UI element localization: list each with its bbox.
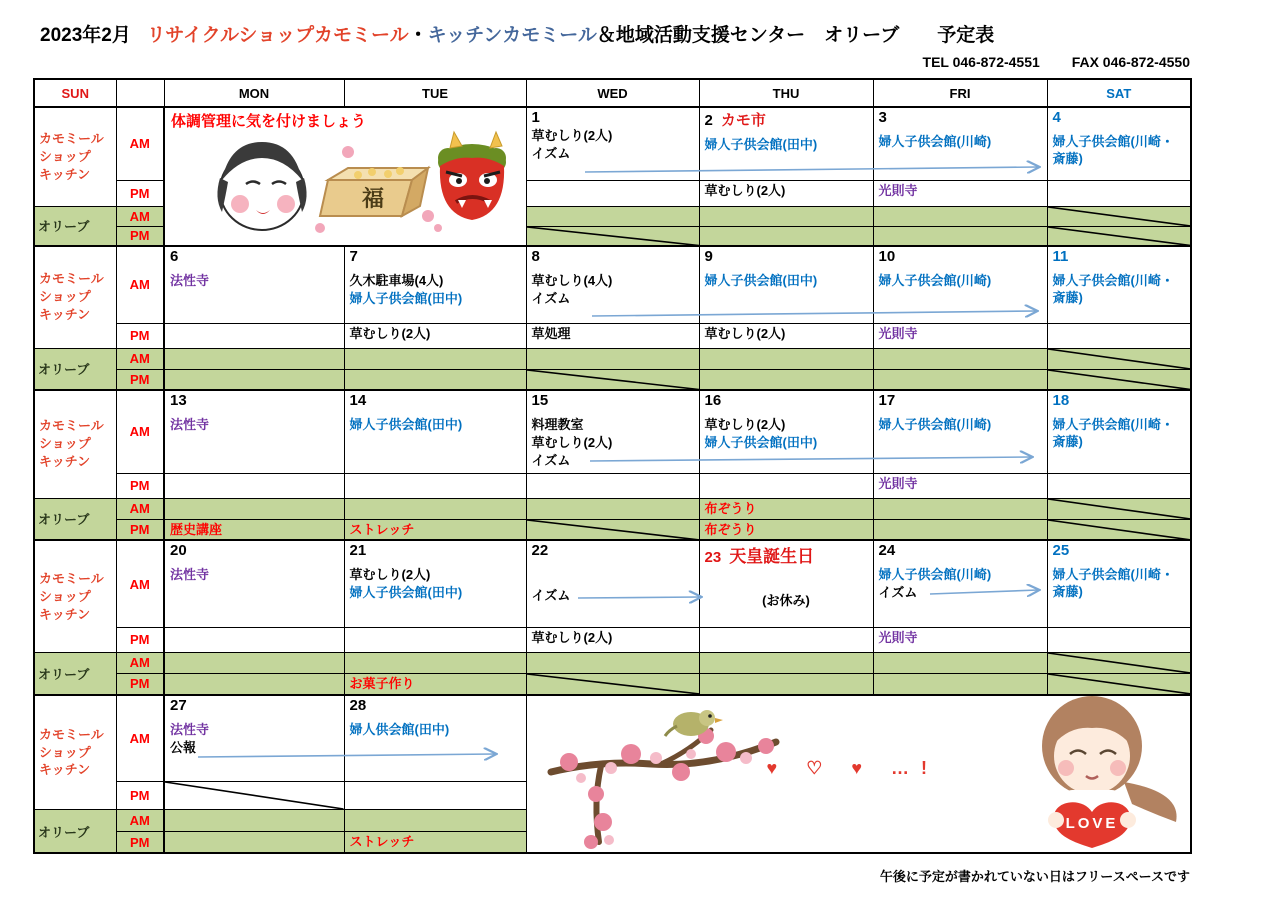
diagonal-strike <box>527 520 699 540</box>
dow-wed: WED <box>526 79 699 107</box>
group-label-olive: オリーブ <box>34 652 116 694</box>
cell-feb21-pm <box>344 627 526 652</box>
week4-olive-am-row <box>34 652 1191 673</box>
date-feb9: 9 <box>704 248 713 265</box>
title-month: 2023年2月 <box>40 25 131 46</box>
olive-feb8-pm <box>526 369 699 390</box>
cell-feb8-am: 8 草むしり(4人) イズム <box>526 246 699 323</box>
cell-feb10-am: 10 婦人子供会館(川崎) <box>873 246 1047 323</box>
title-shop-name: リサイクルショップカモミール <box>146 25 409 46</box>
cell-feb2-am: 2 カモ市 婦人子供会館(田中) <box>699 107 873 180</box>
diagonal-strike <box>1048 370 1191 390</box>
week5-illustration-cell <box>526 695 1191 853</box>
setsubun-illustration <box>200 128 510 240</box>
date-feb18: 18 <box>1052 392 1070 409</box>
health-note: 体調管理に気を付けましょう <box>171 113 367 130</box>
week2-pm-label: PM <box>116 323 164 348</box>
week3-olive-am-label: AM <box>116 498 164 519</box>
olive-feb10-am <box>873 348 1047 369</box>
week4-pm-row <box>34 627 1191 652</box>
week1-am-row <box>34 107 1191 180</box>
week3-olive-pm-label: PM <box>116 519 164 540</box>
emperor-birthday-note: 天皇誕生日 <box>729 547 815 567</box>
date-feb3: 3 <box>878 109 887 126</box>
cell-feb27-pm <box>164 782 344 810</box>
cell-feb18-pm <box>1047 473 1191 498</box>
cell-feb11-am: 11 婦人子供会館(川崎・斎藤) <box>1047 246 1191 323</box>
diagonal-strike <box>1048 499 1191 519</box>
schedule-table <box>33 78 1192 854</box>
cell-feb4-pm <box>1047 180 1191 206</box>
contact-line <box>33 54 1190 70</box>
dow-mon: MON <box>164 79 344 107</box>
week4-pm-label: PM <box>116 627 164 652</box>
date-feb8: 8 <box>531 248 540 265</box>
olive-feb8-am <box>526 348 699 369</box>
week5-olive-am-label: AM <box>116 810 164 832</box>
date-feb28: 28 <box>349 696 367 714</box>
week5-pm-label: PM <box>116 782 164 810</box>
olive-feb28-pm: ストレッチ <box>344 832 526 853</box>
olive-feb7-am <box>344 348 526 369</box>
footer-note: 午後に予定が書かれていない日はフリースペースです <box>879 869 1190 884</box>
holiday-closed-note: (お休み) <box>762 593 810 609</box>
cell-feb15-pm <box>526 473 699 498</box>
date-feb13: 13 <box>170 392 187 409</box>
cell-feb17-am: 17 婦人子供会館(川崎) <box>873 390 1047 473</box>
olive-feb16-pm: 布ぞうり <box>699 519 873 540</box>
group-label-chamomile: カモミール ショップ キッチン <box>34 695 116 810</box>
cell-feb22-am: 22 イズム <box>526 540 699 627</box>
fuku-kanji: 福 <box>362 186 385 211</box>
date-feb16: 16 <box>704 392 722 409</box>
cell-feb21-am: 21 草むしり(2人) 婦人子供会館(田中) <box>344 540 526 627</box>
group-label-olive: オリーブ <box>34 206 116 246</box>
olive-feb17-am <box>873 498 1047 519</box>
cell-feb25-am: 25 婦人子供会館(川崎・斎藤) <box>1047 540 1191 627</box>
dow-sun: SUN <box>34 79 116 107</box>
group-label-chamomile: カモミール ショップ キッチン <box>34 390 116 498</box>
plum-branch-bird-illustration <box>541 702 791 852</box>
cell-feb6-am: 6 法性寺 <box>164 246 344 323</box>
dow-sat: SAT <box>1047 79 1191 107</box>
date-feb4: 4 <box>1052 109 1061 126</box>
cell-feb20-pm <box>164 627 344 652</box>
cell-feb1-pm <box>526 180 699 206</box>
olive-feb2-pm <box>699 226 873 246</box>
olive-feb13-am <box>164 498 344 519</box>
week4-olive-pm-label: PM <box>116 673 164 694</box>
olive-feb6-pm <box>164 369 344 390</box>
week5-am-label: AM <box>116 695 164 782</box>
olive-feb14-pm: ストレッチ <box>344 519 526 540</box>
week2-olive-pm-label: PM <box>116 369 164 390</box>
date-feb24: 24 <box>878 542 896 560</box>
diagonal-strike <box>1048 653 1191 673</box>
love-text: LOVE <box>1065 815 1119 833</box>
week2-olive-am-row <box>34 348 1191 369</box>
cell-feb13-am: 13 法性寺 <box>164 390 344 473</box>
cell-feb16-pm <box>699 473 873 498</box>
girl-holding-love-heart-illustration <box>1004 695 1184 850</box>
olive-feb21-am <box>344 652 526 673</box>
week5-olive-pm-label: PM <box>116 832 164 853</box>
fax-number: FAX 046-872-4550 <box>1071 54 1190 70</box>
week3-olive-am-row <box>34 498 1191 519</box>
cell-feb13-pm <box>164 473 344 498</box>
date-feb11: 11 <box>1052 248 1069 265</box>
week3-am-label: AM <box>116 390 164 473</box>
olive-feb9-pm <box>699 369 873 390</box>
week4-olive-am-label: AM <box>116 652 164 673</box>
diagonal-strike <box>165 782 344 809</box>
diagonal-strike <box>1048 207 1191 226</box>
cell-feb22-pm: 草むしり(2人) <box>526 627 699 652</box>
diagonal-strike <box>1048 520 1191 540</box>
date-feb6: 6 <box>170 248 179 265</box>
group-label-chamomile: カモミール ショップ キッチン <box>34 246 116 348</box>
week3-pm-label: PM <box>116 473 164 498</box>
page-title <box>40 20 994 47</box>
week3-olive-pm-row <box>34 519 1191 540</box>
olive-feb1-am <box>526 206 699 226</box>
cell-feb9-pm: 草むしり(2人) <box>699 323 873 348</box>
olive-feb24-pm <box>873 673 1047 694</box>
group-label-chamomile: カモミール ショップ キッチン <box>34 540 116 652</box>
dow-thu: THU <box>699 79 873 107</box>
week2-am-label: AM <box>116 246 164 323</box>
tel-number: TEL 046-872-4551 <box>922 54 1040 70</box>
olive-feb15-am <box>526 498 699 519</box>
week2-olive-am-label: AM <box>116 348 164 369</box>
cell-feb7-am: 7 久木駐車場(4人) 婦人子供会館(田中) <box>344 246 526 323</box>
group-label-chamomile: カモミール ショップ キッチン <box>34 107 116 206</box>
olive-feb21-pm: お菓子作り <box>344 673 526 694</box>
week1-pm-label: PM <box>116 180 164 206</box>
cell-feb24-pm: 光則寺 <box>873 627 1047 652</box>
week4-am-label: AM <box>116 540 164 627</box>
olive-feb27-pm <box>164 832 344 853</box>
week1-olive-am-label: AM <box>116 206 164 226</box>
cell-feb17-pm: 光則寺 <box>873 473 1047 498</box>
week5-am-row <box>34 695 1191 782</box>
olive-feb18-pm <box>1047 519 1191 540</box>
olive-feb11-am <box>1047 348 1191 369</box>
cell-feb15-am: 15 料理教室 草むしり(2人) イズム <box>526 390 699 473</box>
week3-pm-row <box>34 473 1191 498</box>
olive-feb18-am <box>1047 498 1191 519</box>
cell-feb9-am: 9 婦人子供会館(田中) <box>699 246 873 323</box>
olive-feb25-am <box>1047 652 1191 673</box>
group-label-olive: オリーブ <box>34 498 116 540</box>
cell-feb20-am: 20 法性寺 <box>164 540 344 627</box>
date-feb20: 20 <box>170 542 187 560</box>
olive-feb15-pm <box>526 519 699 540</box>
olive-feb17-pm <box>873 519 1047 540</box>
week2-pm-row <box>34 323 1191 348</box>
dow-blank <box>116 79 164 107</box>
date-feb17: 17 <box>878 392 896 409</box>
cell-feb7-pm: 草むしり(2人) <box>344 323 526 348</box>
olive-feb10-pm <box>873 369 1047 390</box>
cell-feb8-pm: 草処理 <box>526 323 699 348</box>
diagonal-strike <box>527 227 699 246</box>
week2-olive-pm-row <box>34 369 1191 390</box>
date-feb22: 22 <box>531 542 549 560</box>
cell-feb28-am: 28 婦人供会館(田中) <box>344 695 526 782</box>
week2-am-row <box>34 246 1191 323</box>
week1-note-illustration-cell <box>164 107 526 246</box>
date-feb25: 25 <box>1052 542 1070 560</box>
olive-feb6-am <box>164 348 344 369</box>
cell-feb24-am: 24 婦人子供会館(川崎) イズム <box>873 540 1047 627</box>
diagonal-strike <box>527 370 699 390</box>
date-feb2: 2 <box>704 112 713 129</box>
date-feb27: 27 <box>170 696 187 714</box>
olive-feb14-am <box>344 498 526 519</box>
olive-feb16-am: 布ぞうり <box>699 498 873 519</box>
olive-feb11-pm <box>1047 369 1191 390</box>
diagonal-strike <box>527 674 699 694</box>
hearts-decoration: ♥ ♡ ♥ …! <box>766 757 940 778</box>
olive-feb20-am <box>164 652 344 673</box>
date-feb10: 10 <box>878 248 896 265</box>
title-separator: ・ <box>408 25 428 46</box>
olive-feb3-pm <box>873 226 1047 246</box>
olive-feb20-pm <box>164 673 344 694</box>
olive-feb4-pm <box>1047 226 1191 246</box>
date-feb15: 15 <box>531 392 549 409</box>
olive-feb23-pm <box>699 673 873 694</box>
olive-feb9-am <box>699 348 873 369</box>
cell-feb28-pm <box>344 782 526 810</box>
cell-feb14-pm <box>344 473 526 498</box>
olive-feb24-am <box>873 652 1047 673</box>
kamoichi-note: カモ市 <box>720 112 766 129</box>
olive-feb28-am <box>344 810 526 832</box>
diagonal-strike <box>1048 349 1191 369</box>
cell-feb16-am: 16 草むしり(2人) 婦人子供会館(田中) <box>699 390 873 473</box>
date-feb1: 1 <box>531 109 540 126</box>
week1-am-label: AM <box>116 107 164 180</box>
cell-feb25-pm <box>1047 627 1191 652</box>
title-rest: ＆地域活動支援センター オリーブ 予定表 <box>596 25 995 46</box>
olive-feb7-pm <box>344 369 526 390</box>
cell-feb11-pm <box>1047 323 1191 348</box>
cell-feb6-pm <box>164 323 344 348</box>
week4-olive-pm-row <box>34 673 1191 694</box>
cell-feb14-am: 14 婦人子供会館(田中) <box>344 390 526 473</box>
week4-am-row <box>34 540 1191 627</box>
title-kitchen-name: キッチンカモミール <box>427 25 597 46</box>
olive-feb2-am <box>699 206 873 226</box>
cell-feb23-pm <box>699 627 873 652</box>
cell-feb27-am: 27 法性寺 公報 <box>164 695 344 782</box>
olive-feb23-am <box>699 652 873 673</box>
dow-tue: TUE <box>344 79 526 107</box>
week3-am-row <box>34 390 1191 473</box>
cell-feb18-am: 18 婦人子供会館(川崎・斎藤) <box>1047 390 1191 473</box>
date-feb14: 14 <box>349 392 367 409</box>
date-feb7: 7 <box>349 248 358 265</box>
olive-feb4-am <box>1047 206 1191 226</box>
date-feb23: 23 <box>704 549 722 567</box>
olive-feb13-pm: 歴史講座 <box>164 519 344 540</box>
cell-feb23-am <box>699 540 873 627</box>
group-label-olive: オリーブ <box>34 810 116 853</box>
cell-feb10-pm: 光則寺 <box>873 323 1047 348</box>
olive-feb22-pm <box>526 673 699 694</box>
olive-feb3-am <box>873 206 1047 226</box>
date-feb21: 21 <box>349 542 367 560</box>
diagonal-strike <box>1048 674 1191 694</box>
olive-feb27-am <box>164 810 344 832</box>
week1-olive-pm-label: PM <box>116 226 164 246</box>
cell-feb4-am: 4 婦人子供会館(川崎・斎藤) <box>1047 107 1191 180</box>
cell-feb2-pm: 草むしり(2人) <box>699 180 873 206</box>
cell-feb3-am: 3 婦人子供会館(川崎) <box>873 107 1047 180</box>
olive-feb22-am <box>526 652 699 673</box>
olive-feb1-pm <box>526 226 699 246</box>
diagonal-strike <box>1048 227 1191 246</box>
cell-feb3-pm: 光則寺 <box>873 180 1047 206</box>
dow-fri: FRI <box>873 79 1047 107</box>
cell-feb1-am: 1 草むしり(2人) イズム <box>526 107 699 180</box>
group-label-olive: オリーブ <box>34 348 116 390</box>
weekday-header-row <box>34 79 1191 107</box>
olive-feb25-pm <box>1047 673 1191 694</box>
